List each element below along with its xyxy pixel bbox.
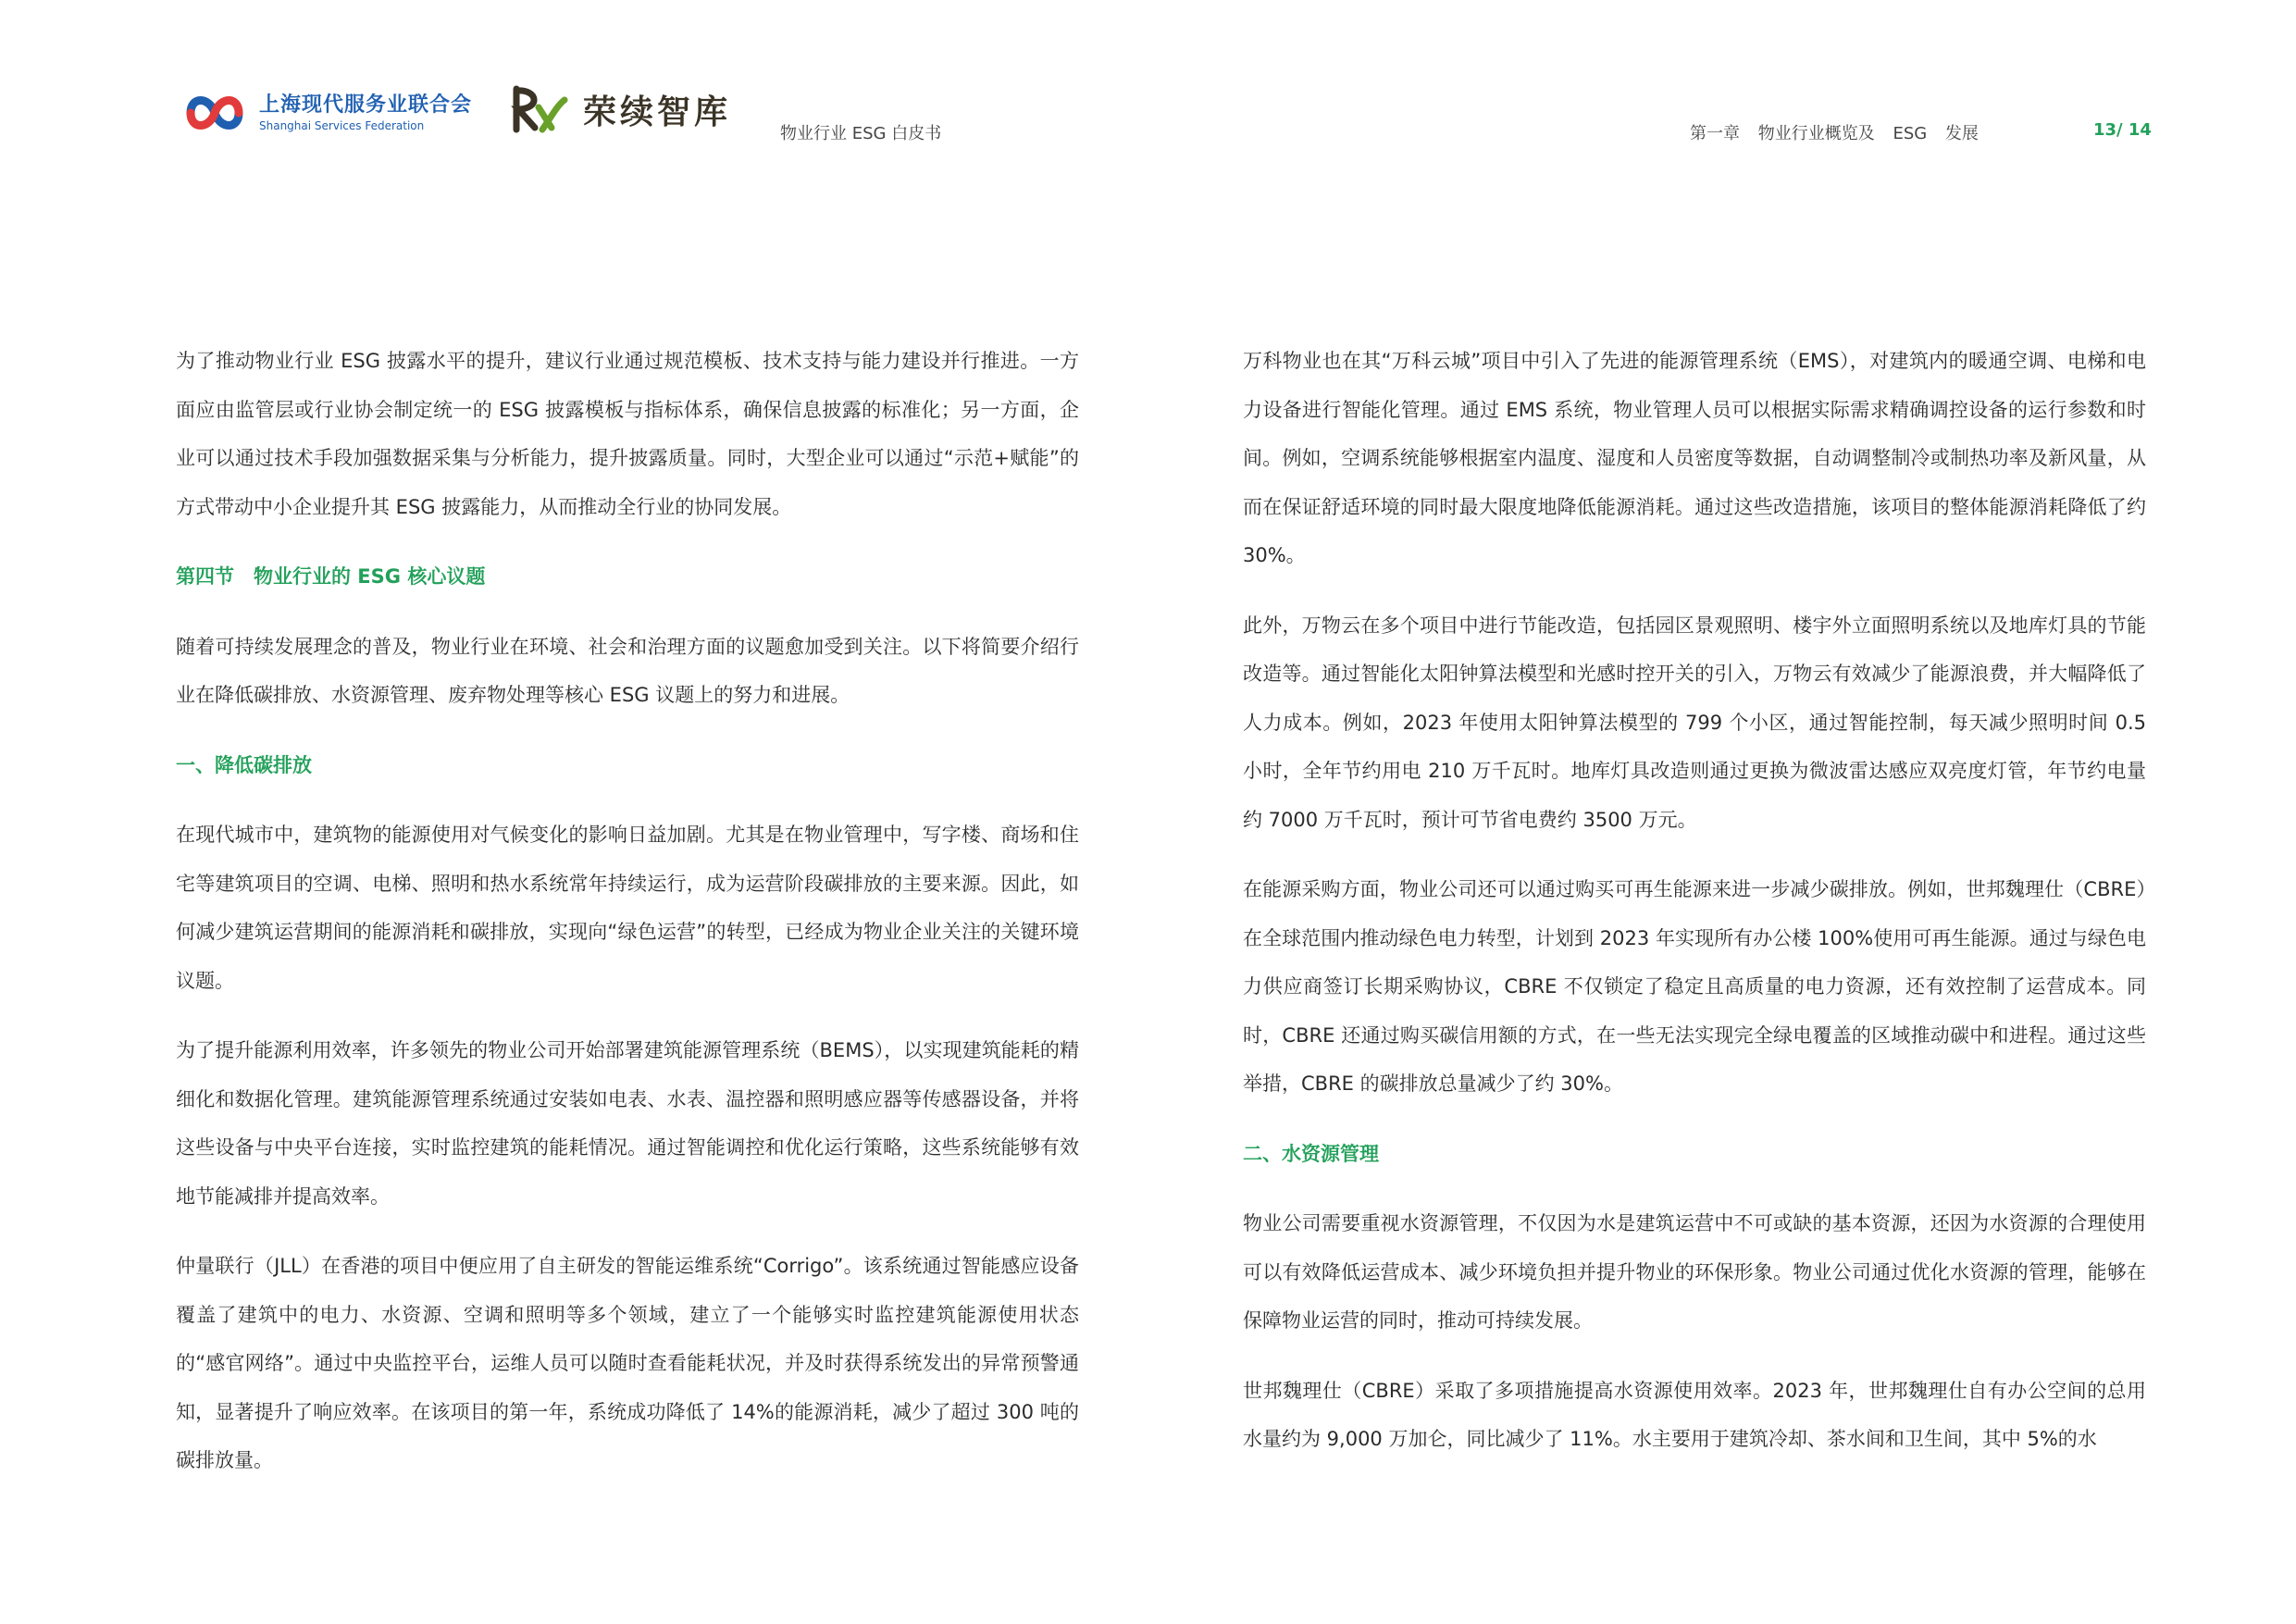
page-number: 13/ 14 <box>2093 120 2152 140</box>
federation-name-cn: 上海现代服务业联合会 <box>259 93 473 117</box>
paragraph: 物业公司需要重视水资源管理，不仅因为水是建筑运营中不可或缺的基本资源，还因为水资源的合理使用可以有效降低运营成本、减少环境负担并提升物业的环保形象。物业公司通过优化水资源的管理，能够在保障物业运营的同时，推动可持续发展。 <box>1243 1212 2146 1332</box>
subsection-heading: 二、水资源管理 <box>1243 1142 1379 1165</box>
paragraph: 为了推动物业行业 ESG 披露水平的提升，建议行业通过规范模板、技术支持与能力建设并行推进。一方面应由监管层或行业协会制定统一的 ESG 披露模板与指标体系，确保信息披露的标准化；另一方面，企业可以通过技术手段加强数据采集与分析能力，提升披露质量。同时，大型企业可以通过“示范+赋能”的方式带动中小企业提升其 ESG 披露能力，从而推动全行业的协同发展。 <box>176 350 1079 518</box>
paragraph: 在现代城市中，建筑物的能源使用对气候变化的影响日益加剧。尤其是在物业管理中，写字楼、商场和住宅等建筑项目的空调、电梯、照明和热水系统常年持续运行，成为运营阶段碳排放的主要来源。因此，如何减少建筑运营期间的能源消耗和碳排放，实现向“绿色运营”的转型，已经成为物业企业关注的关键环境议题。 <box>176 824 1079 992</box>
shanghai-services-federation-logo <box>181 87 472 139</box>
think-tank-name: 荣续智库 <box>583 93 732 131</box>
rx-emblem-icon <box>511 85 570 133</box>
paragraph: 随着可持续发展理念的普及，物业行业在环境、社会和治理方面的议题愈加受到关注。以下将简要介绍行业在降低碳排放、水资源管理、废弃物处理等核心 ESG 议题上的努力和进展。 <box>176 635 1079 706</box>
page-header <box>0 0 2296 185</box>
paragraph: 世邦魏理仕（CBRE）采取了多项措施提高水资源使用效率。2023 年，世邦魏理仕自有办公空间的总用水量约为 9,000 万加仑，同比减少了 11%。水主要用于建筑冷却、茶水间和卫生间，其中 5%的水 <box>1243 1379 2146 1450</box>
paragraph: 在能源采购方面，物业公司还可以通过购买可再生能源来进一步减少碳排放。例如，世邦魏理仕（CBRE）在全球范围内推动绿色电力转型，计划到 2023 年实现所有办公楼 100%使用可再生能源。通过与绿色电力供应商签订长期采购协议，CBRE 不仅锁定了稳定且高质量的电力资源，还有效控制了运营成本。同时，CBRE 还通过购买碳信用额的方式，在一些无法实现完全绿电覆盖的区域推动碳中和进程。通过这些举措，CBRE 的碳排放总量减少了约 30%。 <box>1243 878 2146 1095</box>
section-heading: 第四节 物业行业的 ESG 核心议题 <box>176 565 486 588</box>
paragraph: 仲量联行（JLL）在香港的项目中便应用了自主研发的智能运维系统“Corrigo”。该系统通过智能感应设备覆盖了建筑中的电力、水资源、空调和照明等多个领域，建立了一个能够实时监控建筑能源使用状态的“感官网络”。通过中央监控平台，运维人员可以随时查看能耗状况，并及时获得系统发出的异常预警通知，显著提升了响应效率。在该项目的第一年，系统成功降低了 14%的能源消耗，减少了超过 300 吨的碳排放量。 <box>176 1255 1079 1471</box>
right-column <box>1243 337 2146 1485</box>
paragraph: 万科物业也在其“万科云城”项目中引入了先进的能源管理系统（EMS），对建筑内的暖通空调、电梯和电力设备进行智能化管理。通过 EMS 系统，物业管理人员可以根据实际需求精确调控设备的运行参数和时间。例如，空调系统能够根据室内温度、湿度和人员密度等数据，自动调整制冷或制热功率及新风量，从而在保证舒适环境的同时最大限度地降低能源消耗。通过这些改造措施，该项目的整体能源消耗降低了约 30%。 <box>1243 350 2146 566</box>
subsection-heading: 一、降低碳排放 <box>176 753 312 776</box>
chapter-title: 第一章 物业行业概览及 ESG 发展 <box>1690 124 1979 143</box>
document-title: 物业行业 ESG 白皮书 <box>780 124 942 143</box>
paragraph: 为了提升能源利用效率，许多领先的物业公司开始部署建筑能源管理系统（BEMS），以实现建筑能耗的精细化和数据化管理。建筑能源管理系统通过安装如电表、水表、温控器和照明感应器等传感器设备，并将这些设备与中央平台连接，实时监控建筑的能耗情况。通过智能调控和优化运行策略，这些系统能够有效地节能减排并提高效率。 <box>176 1039 1079 1208</box>
rongxu-think-tank-logo <box>511 85 731 133</box>
federation-name-en: Shanghai Services Federation <box>259 119 425 132</box>
paragraph: 此外，万物云在多个项目中进行节能改造，包括园区景观照明、楼宇外立面照明系统以及地库灯具的节能改造等。通过智能化太阳钟算法模型和光感时控开关的引入，万物云有效减少了能源浪费，并大幅降低了人力成本。例如，2023 年使用太阳钟算法模型的 799 个小区，通过智能控制，每天减少照明时间 0.5 小时，全年节约用电 210 万千瓦时。地库灯具改造则通过更换为微波雷达感应双亮度灯管，年节约电量约 7000 万千瓦时，预计可节省电费约 3500 万元。 <box>1243 614 2146 831</box>
federation-emblem-icon <box>181 87 248 139</box>
left-column <box>176 337 1079 1506</box>
